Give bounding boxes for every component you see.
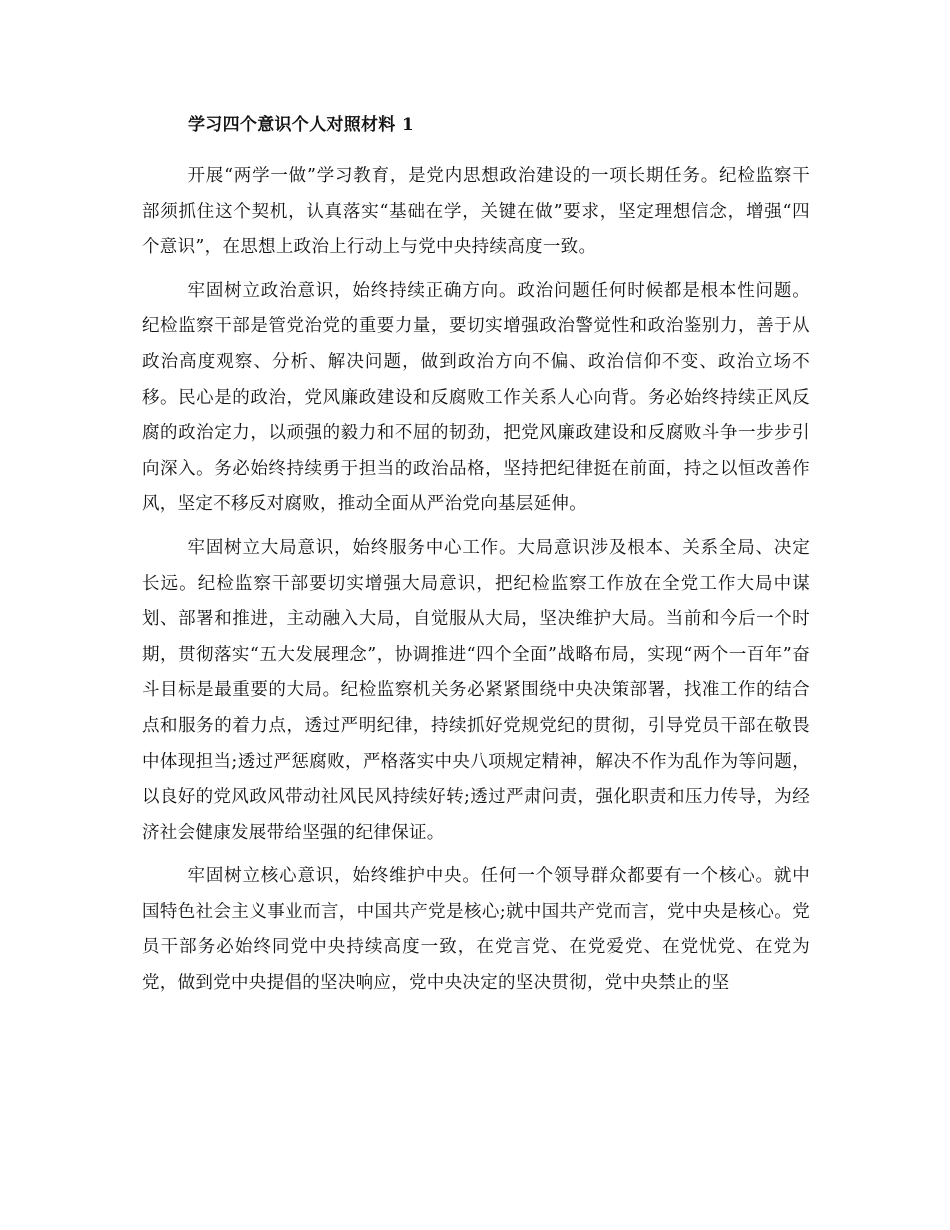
document-title: 学习四个意识个人对照材料 1 <box>188 115 414 135</box>
paragraph-overall-awareness: 牢固树立大局意识，始终服务中心工作。大局意识涉及根本、关系全局、决定长远。纪检监察干部要切实增强大局意识，把纪检监察工作放在全党工作大局中谋划、部署和推进，主动融入大局，自觉服从大局，坚决维护大局。当前和今后一个时期，贯彻落实“五大发展理念”，协调推进“四个全面”战略布局，实现“两个一百年”奋斗目标是最重要的大局。纪检监察机关务必紧紧围绕中央决策部署，找准工作的结合点和服务的着力点，透过严明纪律，持续抓好党规党纪的贯彻，引导党员干部在敬畏中体现担当;透过严惩腐败，严格落实中央八项规定精神，解决不作为乱作为等问题，以良好的党风政风带动社风民风持续好转;透过严肃问责，强化职责和压力传导，为经济社会健康发展带给坚强的纪律保证。 <box>142 537 810 843</box>
document-body <box>142 111 810 1010</box>
paragraph-political-awareness: 牢固树立政治意识，始终持续正确方向。政治问题任何时候都是根本性问题。纪检监察干部是管党治党的重要力量，要切实增强政治警觉性和政治鉴别力，善于从政治高度观察、分析、解决问题，做到政治方向不偏、政治信仰不变、政治立场不移。民心是的政治，党风廉政建设和反腐败工作关系人心向背。务必始终持续正风反腐的政治定力，以顽强的毅力和不屈的韧劲，把党风廉政建设和反腐败斗争一步步引向深入。务必始终持续勇于担当的政治品格，坚持把纪律挺在前面，持之以恒改善作风，坚定不移反对腐败，推动全面从严治党向基层延伸。 <box>142 280 810 515</box>
paragraph-intro: 开展“两学一做”学习教育，是党内思想政治建设的一项长期任务。纪检监察干部须抓住这个契机，认真落实“基础在学，关键在做”要求，坚定理想信念，增强“四个意识”，在思想上政治上行动上与党中央持续高度一致。 <box>142 166 810 258</box>
paragraph-core-awareness: 牢固树立核心意识，始终维护中央。任何一个领导群众都要有一个核心。就中国特色社会主义事业而言，中国共产党是核心;就中国共产党而言，党中央是核心。党员干部务必始终同党中央持续高度一致，在党言党、在党爱党、在党忧党、在党为党，做到党中央提倡的坚决响应，党中央决定的坚决贯彻，党中央禁止的坚 <box>142 866 810 994</box>
